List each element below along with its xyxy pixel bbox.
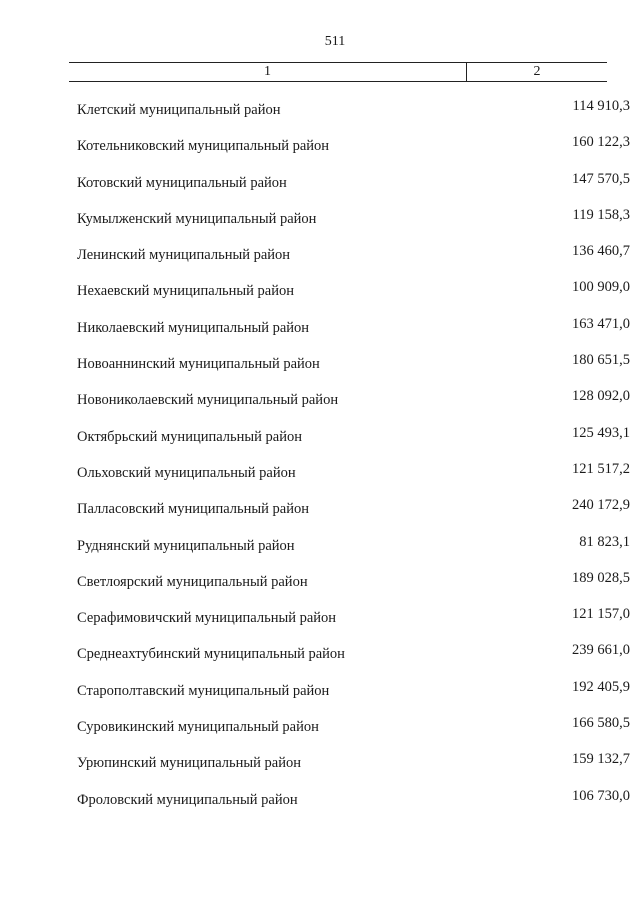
table-row [0, 279, 640, 315]
amount-value: 180 651,5 [572, 352, 630, 369]
district-name: Палласовский муниципальный район [77, 501, 309, 518]
district-name: Ольховский муниципальный район [77, 464, 296, 481]
district-name: Суровикинский муниципальный район [77, 719, 319, 736]
district-name: Котовский муниципальный район [77, 174, 287, 191]
district-name: Новоаннинский муниципальный район [77, 356, 320, 373]
amount-value: 121 517,2 [572, 460, 630, 477]
amount-value: 100 909,0 [572, 279, 630, 296]
table-row [0, 642, 640, 678]
column-header-1: 1 [69, 63, 467, 81]
amount-value: 239 661,0 [572, 642, 630, 659]
amount-value: 114 910,3 [572, 98, 630, 114]
table-row [0, 134, 640, 170]
amount-value: 136 460,7 [572, 243, 630, 260]
table-row [0, 679, 640, 715]
amount-value: 128 092,0 [572, 388, 630, 405]
amount-value: 125 493,1 [572, 424, 630, 441]
table-row [0, 570, 640, 606]
district-name: Среднеахтубинский муниципальный район [77, 646, 345, 663]
district-name: Светлоярский муниципальный район [77, 573, 308, 590]
table-row [0, 352, 640, 388]
district-name: Николаевский муниципальный район [77, 319, 310, 336]
table-header [69, 62, 607, 82]
table-body [0, 98, 640, 824]
column-header-2: 2 [533, 64, 541, 79]
district-name: Октябрьский муниципальный район [77, 428, 302, 445]
table-row [0, 98, 640, 134]
table-row [0, 171, 640, 207]
district-name: Ленинский муниципальный район [77, 247, 291, 264]
page-number: 511 [324, 34, 346, 49]
amount-value: 166 580,5 [572, 715, 630, 732]
district-name: Новониколаевский муниципальный район [77, 392, 339, 409]
amount-value: 106 730,0 [572, 787, 630, 804]
table-row [0, 425, 640, 461]
amount-value: 240 172,9 [572, 497, 630, 514]
table-row [0, 606, 640, 642]
table-row [0, 388, 640, 424]
district-name: Руднянский муниципальный район [77, 537, 295, 554]
district-name: Нехаевский муниципальный район [77, 283, 295, 300]
amount-value: 147 570,5 [572, 170, 630, 187]
amount-value: 119 158,3 [572, 206, 630, 223]
amount-value: 121 157,0 [572, 606, 630, 623]
table-row [0, 207, 640, 243]
district-name: Клетский муниципальный район [77, 102, 281, 118]
table-row [0, 243, 640, 279]
table-row [0, 461, 640, 497]
table-row [0, 788, 640, 824]
amount-value: 163 471,0 [572, 315, 630, 332]
amount-value: 189 028,5 [572, 569, 630, 586]
district-name: Котельниковский муниципальный район [77, 138, 330, 155]
table-row [0, 534, 640, 570]
district-name: Серафимовичский муниципальный район [77, 610, 337, 627]
district-name: Урюпинский муниципальный район [77, 755, 301, 772]
amount-value: 192 405,9 [572, 678, 630, 695]
amount-value: 81 823,1 [579, 533, 630, 550]
amount-value: 159 132,7 [572, 751, 630, 768]
amount-value: 160 122,3 [572, 134, 630, 151]
district-name: Кумылженский муниципальный район [77, 210, 317, 227]
table-row [0, 751, 640, 787]
table-row [0, 715, 640, 751]
district-name: Старополтавский муниципальный район [77, 682, 330, 699]
district-name: Фроловский муниципальный район [77, 791, 298, 808]
table-row [0, 316, 640, 352]
table-row [0, 497, 640, 533]
